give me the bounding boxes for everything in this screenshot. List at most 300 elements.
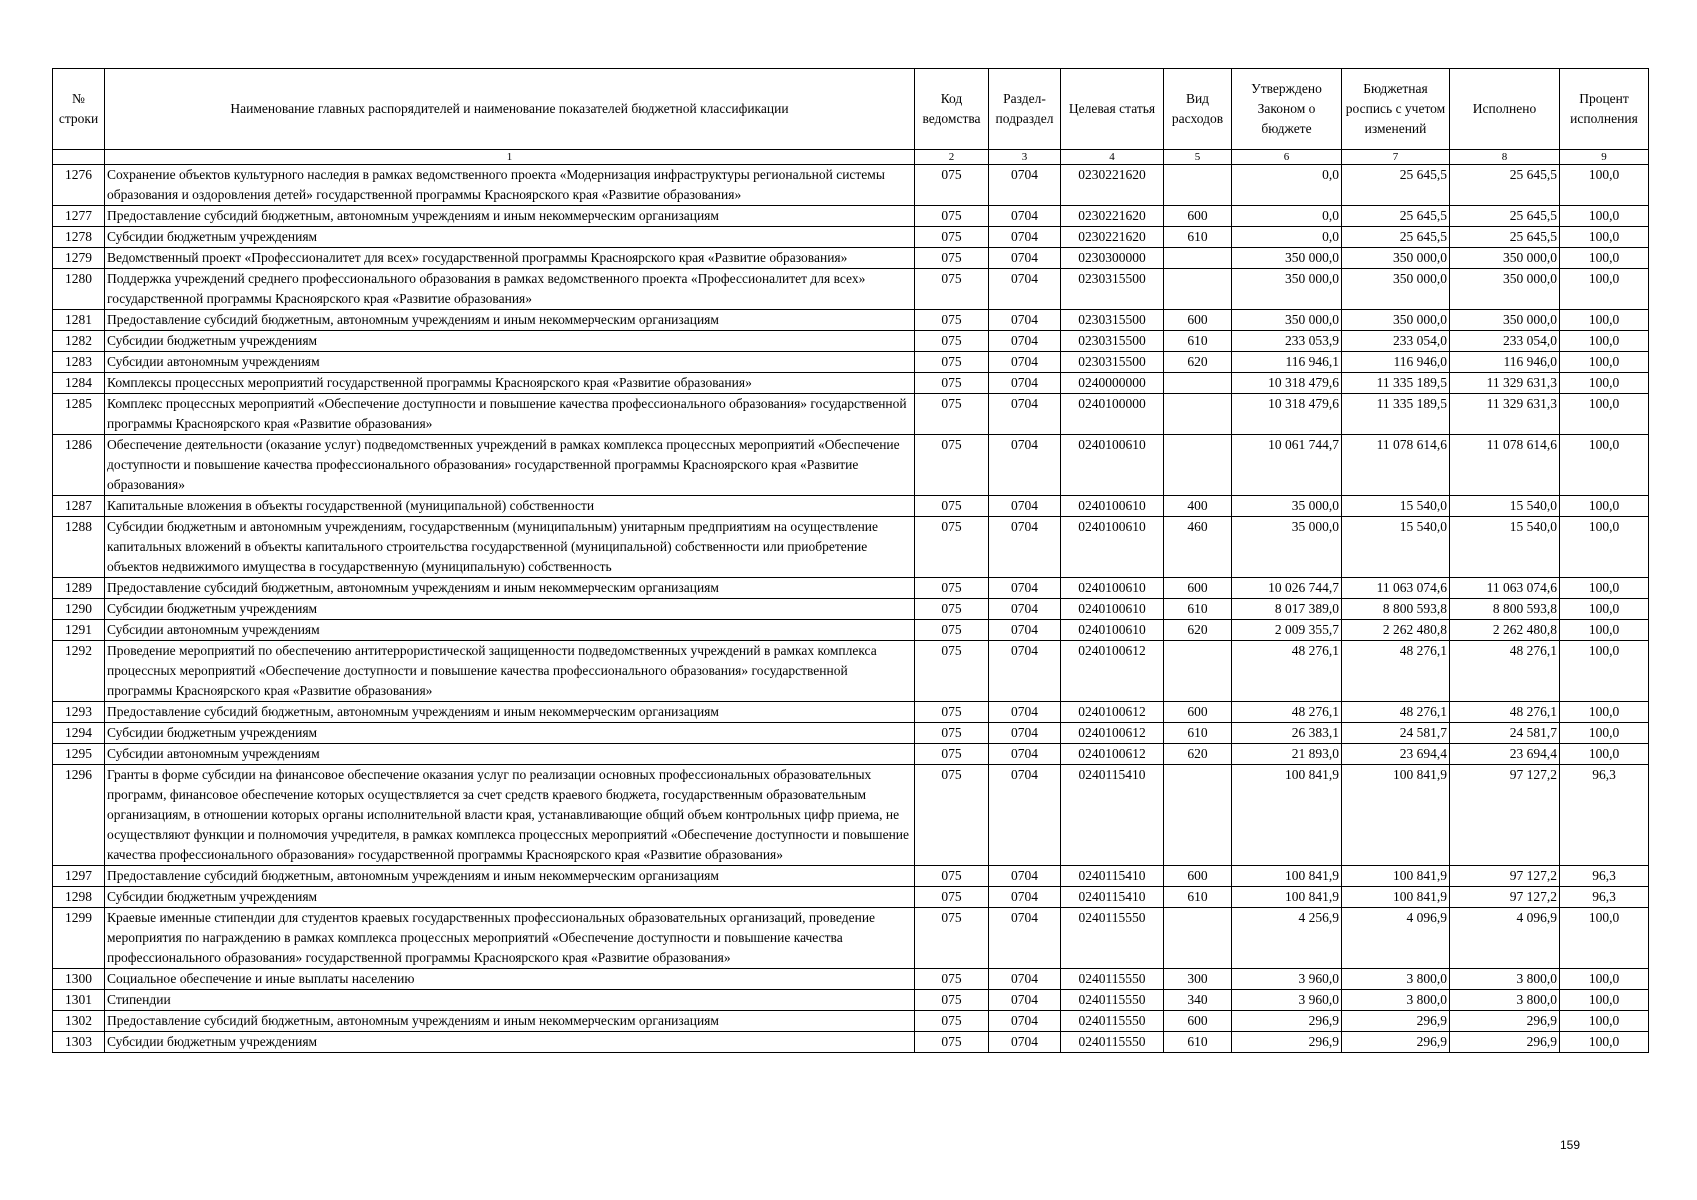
table-row (53, 908, 1649, 969)
approved-cell: 35 000,0 (1232, 496, 1342, 517)
target-article-cell: 0230221620 (1061, 227, 1164, 248)
percent-cell: 100,0 (1560, 331, 1649, 352)
approved-cell: 0,0 (1232, 206, 1342, 227)
approved-cell: 296,9 (1232, 1011, 1342, 1032)
table-row (53, 723, 1649, 744)
budget-list-cell: 11 078 614,6 (1342, 435, 1450, 496)
table-row (53, 165, 1649, 206)
table-row (53, 394, 1649, 435)
expense-type-cell (1164, 373, 1232, 394)
budget-list-cell: 296,9 (1342, 1032, 1450, 1053)
row-name-cell: Субсидии автономным учреждениям (105, 620, 915, 641)
budget-list-cell: 48 276,1 (1342, 641, 1450, 702)
row-number-cell: 1302 (53, 1011, 105, 1032)
approved-cell: 350 000,0 (1232, 310, 1342, 331)
column-number: 4 (1061, 150, 1164, 165)
dept-code-cell: 075 (915, 723, 989, 744)
target-article-cell: 0240115550 (1061, 990, 1164, 1011)
row-name-cell: Гранты в форме субсидии на финансовое обеспечение оказания услуг по реализации основных профессиональных образовательных программ, финансовое обеспечение которых осуществляется за счет средств краевого бюджета, государственным образовательным организациям, в отношении которых органы исполнительной власти края, устанавливающие общий объем контрольных цифр приема, не осуществляют функции и полномочия учредителя, в рамках комплекса процессных мероприятий «Обеспечение доступности и повышение качества профессионального образования» государственной программы Красноярского края «Развитие образования» (105, 765, 915, 866)
row-number-cell: 1291 (53, 620, 105, 641)
dept-code-cell: 075 (915, 744, 989, 765)
approved-cell: 116 946,1 (1232, 352, 1342, 373)
target-article-cell: 0240100610 (1061, 599, 1164, 620)
header-approved: Утверждено Законом о бюджете (1232, 69, 1342, 150)
header-percent: Процент исполнения (1560, 69, 1649, 150)
section-cell: 0704 (989, 641, 1061, 702)
section-cell: 0704 (989, 866, 1061, 887)
target-article-cell: 0230315500 (1061, 331, 1164, 352)
percent-cell: 100,0 (1560, 641, 1649, 702)
percent-cell: 100,0 (1560, 269, 1649, 310)
expense-type-cell (1164, 394, 1232, 435)
executed-cell: 97 127,2 (1450, 887, 1560, 908)
target-article-cell: 0240100000 (1061, 394, 1164, 435)
table-row (53, 435, 1649, 496)
row-number-cell: 1292 (53, 641, 105, 702)
target-article-cell: 0240115550 (1061, 908, 1164, 969)
header-name: Наименование главных распорядителей и наименование показателей бюджетной классификации (105, 69, 915, 150)
section-cell: 0704 (989, 331, 1061, 352)
approved-cell: 21 893,0 (1232, 744, 1342, 765)
percent-cell: 100,0 (1560, 394, 1649, 435)
expense-type-cell: 610 (1164, 1032, 1232, 1053)
row-number-cell: 1300 (53, 969, 105, 990)
row-name-cell: Субсидии бюджетным и автономным учреждениям, государственным (муниципальным) унитарным предприятиям на осуществление капитальных вложений в объекты капитального строительства государственной (муниципальной) собственности или приобретение объектов недвижимого имущества в государственную (муниципальную) собственность (105, 517, 915, 578)
expense-type-cell: 610 (1164, 227, 1232, 248)
expense-type-cell (1164, 435, 1232, 496)
expense-type-cell: 600 (1164, 1011, 1232, 1032)
budget-list-cell: 2 262 480,8 (1342, 620, 1450, 641)
section-cell: 0704 (989, 227, 1061, 248)
executed-cell: 2 262 480,8 (1450, 620, 1560, 641)
section-cell: 0704 (989, 373, 1061, 394)
row-name-cell: Субсидии автономным учреждениям (105, 352, 915, 373)
executed-cell: 11 329 631,3 (1450, 394, 1560, 435)
percent-cell: 100,0 (1560, 702, 1649, 723)
section-cell: 0704 (989, 1032, 1061, 1053)
table-row (53, 620, 1649, 641)
table-row (53, 1011, 1649, 1032)
budget-list-cell: 3 800,0 (1342, 969, 1450, 990)
row-number-cell: 1285 (53, 394, 105, 435)
percent-cell: 100,0 (1560, 578, 1649, 599)
header-row-no: № строки (53, 69, 105, 150)
target-article-cell: 0240115410 (1061, 887, 1164, 908)
percent-cell: 100,0 (1560, 620, 1649, 641)
target-article-cell: 0230221620 (1061, 165, 1164, 206)
row-name-cell: Обеспечение деятельности (оказание услуг) подведомственных учреждений в рамках комплекса процессных мероприятий «Обеспечение доступности и повышение качества профессионального образования» государственной программы Красноярского края «Развитие образования» (105, 435, 915, 496)
row-number-cell: 1297 (53, 866, 105, 887)
percent-cell: 100,0 (1560, 496, 1649, 517)
percent-cell: 100,0 (1560, 517, 1649, 578)
expense-type-cell: 600 (1164, 866, 1232, 887)
row-name-cell: Предоставление субсидий бюджетным, автономным учреждениям и иным некоммерческим организациям (105, 1011, 915, 1032)
table-row (53, 269, 1649, 310)
budget-list-cell: 23 694,4 (1342, 744, 1450, 765)
header-expense-type: Вид расходов (1164, 69, 1232, 150)
expense-type-cell: 620 (1164, 620, 1232, 641)
approved-cell: 10 318 479,6 (1232, 394, 1342, 435)
percent-cell: 100,0 (1560, 352, 1649, 373)
percent-cell: 100,0 (1560, 310, 1649, 331)
row-name-cell: Социальное обеспечение и иные выплаты населению (105, 969, 915, 990)
budget-list-cell: 100 841,9 (1342, 887, 1450, 908)
row-number-cell: 1282 (53, 331, 105, 352)
row-name-cell: Субсидии бюджетным учреждениям (105, 723, 915, 744)
executed-cell: 350 000,0 (1450, 248, 1560, 269)
dept-code-cell: 075 (915, 517, 989, 578)
dept-code-cell: 075 (915, 1032, 989, 1053)
row-name-cell: Стипендии (105, 990, 915, 1011)
target-article-cell: 0240000000 (1061, 373, 1164, 394)
table-row (53, 1032, 1649, 1053)
approved-cell: 48 276,1 (1232, 641, 1342, 702)
dept-code-cell: 075 (915, 990, 989, 1011)
row-number-cell: 1280 (53, 269, 105, 310)
executed-cell: 48 276,1 (1450, 641, 1560, 702)
percent-cell: 100,0 (1560, 744, 1649, 765)
executed-cell: 23 694,4 (1450, 744, 1560, 765)
approved-cell: 8 017 389,0 (1232, 599, 1342, 620)
budget-list-cell: 11 335 189,5 (1342, 394, 1450, 435)
row-name-cell: Комплексы процессных мероприятий государственной программы Красноярского края «Развитие образования» (105, 373, 915, 394)
percent-cell: 100,0 (1560, 373, 1649, 394)
table-row (53, 248, 1649, 269)
dept-code-cell: 075 (915, 206, 989, 227)
section-cell: 0704 (989, 969, 1061, 990)
table-row (53, 744, 1649, 765)
approved-cell: 350 000,0 (1232, 248, 1342, 269)
approved-cell: 100 841,9 (1232, 887, 1342, 908)
section-cell: 0704 (989, 310, 1061, 331)
row-name-cell: Ведомственный проект «Профессионалитет для всех» государственной программы Красноярского края «Развитие образования» (105, 248, 915, 269)
executed-cell: 25 645,5 (1450, 206, 1560, 227)
budget-list-cell: 3 800,0 (1342, 990, 1450, 1011)
approved-cell: 10 318 479,6 (1232, 373, 1342, 394)
table-row (53, 641, 1649, 702)
executed-cell: 97 127,2 (1450, 765, 1560, 866)
percent-cell: 100,0 (1560, 248, 1649, 269)
budget-list-cell: 116 946,0 (1342, 352, 1450, 373)
table-row (53, 310, 1649, 331)
dept-code-cell: 075 (915, 227, 989, 248)
target-article-cell: 0240100612 (1061, 744, 1164, 765)
executed-cell: 3 800,0 (1450, 990, 1560, 1011)
table-row (53, 517, 1649, 578)
row-number-cell: 1278 (53, 227, 105, 248)
executed-cell: 25 645,5 (1450, 227, 1560, 248)
budget-list-cell: 11 335 189,5 (1342, 373, 1450, 394)
header-executed: Исполнено (1450, 69, 1560, 150)
executed-cell: 11 329 631,3 (1450, 373, 1560, 394)
percent-cell: 100,0 (1560, 990, 1649, 1011)
expense-type-cell: 610 (1164, 887, 1232, 908)
row-name-cell: Поддержка учреждений среднего профессионального образования в рамках ведомственного проекта «Профессионалитет для всех» государственной программы Красноярского края «Развитие образования» (105, 269, 915, 310)
header-row (53, 69, 1649, 150)
column-number: 1 (105, 150, 915, 165)
approved-cell: 10 026 744,7 (1232, 578, 1342, 599)
section-cell: 0704 (989, 887, 1061, 908)
target-article-cell: 0240100612 (1061, 723, 1164, 744)
header-target-article: Целевая статья (1061, 69, 1164, 150)
table-row (53, 887, 1649, 908)
expense-type-cell: 600 (1164, 206, 1232, 227)
row-name-cell: Комплекс процессных мероприятий «Обеспечение доступности и повышение качества профессионального образования» государственной программы Красноярского края «Развитие образования» (105, 394, 915, 435)
row-number-cell: 1276 (53, 165, 105, 206)
executed-cell: 296,9 (1450, 1011, 1560, 1032)
row-name-cell: Предоставление субсидий бюджетным, автономным учреждениям и иным некоммерческим организациям (105, 578, 915, 599)
column-number: 5 (1164, 150, 1232, 165)
budget-list-cell: 11 063 074,6 (1342, 578, 1450, 599)
expense-type-cell: 600 (1164, 310, 1232, 331)
section-cell: 0704 (989, 248, 1061, 269)
target-article-cell: 0240115550 (1061, 1011, 1164, 1032)
dept-code-cell: 075 (915, 394, 989, 435)
row-name-cell: Субсидии бюджетным учреждениям (105, 331, 915, 352)
executed-cell: 15 540,0 (1450, 517, 1560, 578)
row-name-cell: Предоставление субсидий бюджетным, автономным учреждениям и иным некоммерческим организациям (105, 866, 915, 887)
percent-cell: 100,0 (1560, 1032, 1649, 1053)
executed-cell: 24 581,7 (1450, 723, 1560, 744)
row-number-cell: 1294 (53, 723, 105, 744)
budget-list-cell: 25 645,5 (1342, 165, 1450, 206)
target-article-cell: 0230315500 (1061, 352, 1164, 373)
dept-code-cell: 075 (915, 578, 989, 599)
column-number: 7 (1342, 150, 1450, 165)
dept-code-cell: 075 (915, 496, 989, 517)
budget-list-cell: 4 096,9 (1342, 908, 1450, 969)
section-cell: 0704 (989, 599, 1061, 620)
percent-cell: 96,3 (1560, 765, 1649, 866)
percent-cell: 100,0 (1560, 165, 1649, 206)
section-cell: 0704 (989, 352, 1061, 373)
dept-code-cell: 075 (915, 765, 989, 866)
approved-cell: 100 841,9 (1232, 866, 1342, 887)
table-row (53, 496, 1649, 517)
table-body (53, 165, 1649, 1053)
expense-type-cell: 610 (1164, 331, 1232, 352)
dept-code-cell: 075 (915, 887, 989, 908)
dept-code-cell: 075 (915, 352, 989, 373)
percent-cell: 100,0 (1560, 969, 1649, 990)
row-name-cell: Краевые именные стипендии для студентов краевых государственных профессиональных образовательных организаций, проведение мероприятия по награждению в рамках комплекса процессных мероприятий «Обеспечение доступности и повышение качества профессионального образования» государственной программы Красноярского края «Развитие образования» (105, 908, 915, 969)
section-cell: 0704 (989, 165, 1061, 206)
budget-list-cell: 100 841,9 (1342, 765, 1450, 866)
percent-cell: 100,0 (1560, 227, 1649, 248)
budget-list-cell: 8 800 593,8 (1342, 599, 1450, 620)
table-row (53, 990, 1649, 1011)
column-number: 2 (915, 150, 989, 165)
target-article-cell: 0230315500 (1061, 310, 1164, 331)
approved-cell: 3 960,0 (1232, 990, 1342, 1011)
row-name-cell: Предоставление субсидий бюджетным, автономным учреждениям и иным некоммерческим организациям (105, 206, 915, 227)
expense-type-cell: 300 (1164, 969, 1232, 990)
dept-code-cell: 075 (915, 435, 989, 496)
column-number-row (53, 150, 1649, 165)
percent-cell: 100,0 (1560, 435, 1649, 496)
dept-code-cell: 075 (915, 269, 989, 310)
dept-code-cell: 075 (915, 702, 989, 723)
row-number-cell: 1281 (53, 310, 105, 331)
row-name-cell: Сохранение объектов культурного наследия в рамках ведомственного проекта «Модернизация инфраструктуры региональной системы образования и оздоровления детей» государственной программы Красноярского края «Развитие образования» (105, 165, 915, 206)
expense-type-cell: 620 (1164, 744, 1232, 765)
column-number (53, 150, 105, 165)
target-article-cell: 0240115410 (1061, 765, 1164, 866)
row-number-cell: 1287 (53, 496, 105, 517)
column-number: 8 (1450, 150, 1560, 165)
row-number-cell: 1284 (53, 373, 105, 394)
target-article-cell: 0230315500 (1061, 269, 1164, 310)
budget-table (52, 68, 1649, 1053)
budget-list-cell: 233 054,0 (1342, 331, 1450, 352)
page-number: 159 (1560, 1138, 1581, 1152)
target-article-cell: 0240100610 (1061, 517, 1164, 578)
budget-list-cell: 24 581,7 (1342, 723, 1450, 744)
row-number-cell: 1296 (53, 765, 105, 866)
expense-type-cell: 600 (1164, 702, 1232, 723)
row-name-cell: Субсидии бюджетным учреждениям (105, 227, 915, 248)
percent-cell: 96,3 (1560, 887, 1649, 908)
dept-code-cell: 075 (915, 1011, 989, 1032)
section-cell: 0704 (989, 723, 1061, 744)
expense-type-cell: 600 (1164, 578, 1232, 599)
executed-cell: 11 063 074,6 (1450, 578, 1560, 599)
section-cell: 0704 (989, 990, 1061, 1011)
row-number-cell: 1290 (53, 599, 105, 620)
section-cell: 0704 (989, 908, 1061, 969)
target-article-cell: 0240115410 (1061, 866, 1164, 887)
budget-list-cell: 25 645,5 (1342, 206, 1450, 227)
target-article-cell: 0240100612 (1061, 702, 1164, 723)
percent-cell: 100,0 (1560, 908, 1649, 969)
percent-cell: 100,0 (1560, 206, 1649, 227)
expense-type-cell (1164, 269, 1232, 310)
header-budget-list: Бюджетная роспись с учетом изменений (1342, 69, 1450, 150)
row-name-cell: Субсидии автономным учреждениям (105, 744, 915, 765)
dept-code-cell: 075 (915, 331, 989, 352)
target-article-cell: 0240100610 (1061, 435, 1164, 496)
budget-list-cell: 296,9 (1342, 1011, 1450, 1032)
budget-list-cell: 15 540,0 (1342, 517, 1450, 578)
row-name-cell: Субсидии бюджетным учреждениям (105, 1032, 915, 1053)
budget-list-cell: 48 276,1 (1342, 702, 1450, 723)
section-cell: 0704 (989, 435, 1061, 496)
expense-type-cell (1164, 641, 1232, 702)
percent-cell: 100,0 (1560, 1011, 1649, 1032)
approved-cell: 350 000,0 (1232, 269, 1342, 310)
executed-cell: 4 096,9 (1450, 908, 1560, 969)
expense-type-cell: 340 (1164, 990, 1232, 1011)
executed-cell: 350 000,0 (1450, 269, 1560, 310)
budget-list-cell: 25 645,5 (1342, 227, 1450, 248)
table-row (53, 206, 1649, 227)
row-number-cell: 1289 (53, 578, 105, 599)
expense-type-cell: 460 (1164, 517, 1232, 578)
executed-cell: 11 078 614,6 (1450, 435, 1560, 496)
executed-cell: 8 800 593,8 (1450, 599, 1560, 620)
section-cell: 0704 (989, 394, 1061, 435)
executed-cell: 350 000,0 (1450, 310, 1560, 331)
row-number-cell: 1298 (53, 887, 105, 908)
approved-cell: 0,0 (1232, 165, 1342, 206)
executed-cell: 233 054,0 (1450, 331, 1560, 352)
column-number: 6 (1232, 150, 1342, 165)
row-number-cell: 1293 (53, 702, 105, 723)
row-number-cell: 1295 (53, 744, 105, 765)
expense-type-cell: 400 (1164, 496, 1232, 517)
target-article-cell: 0230221620 (1061, 206, 1164, 227)
approved-cell: 2 009 355,7 (1232, 620, 1342, 641)
expense-type-cell: 610 (1164, 599, 1232, 620)
column-number: 9 (1560, 150, 1649, 165)
target-article-cell: 0240100610 (1061, 620, 1164, 641)
executed-cell: 97 127,2 (1450, 866, 1560, 887)
expense-type-cell: 610 (1164, 723, 1232, 744)
header-dept-code: Код ведомства (915, 69, 989, 150)
executed-cell: 25 645,5 (1450, 165, 1560, 206)
expense-type-cell (1164, 908, 1232, 969)
row-number-cell: 1301 (53, 990, 105, 1011)
approved-cell: 233 053,9 (1232, 331, 1342, 352)
section-cell: 0704 (989, 744, 1061, 765)
section-cell: 0704 (989, 269, 1061, 310)
row-name-cell: Субсидии бюджетным учреждениям (105, 887, 915, 908)
expense-type-cell: 620 (1164, 352, 1232, 373)
percent-cell: 100,0 (1560, 723, 1649, 744)
executed-cell: 116 946,0 (1450, 352, 1560, 373)
approved-cell: 0,0 (1232, 227, 1342, 248)
table-row (53, 866, 1649, 887)
budget-list-cell: 350 000,0 (1342, 310, 1450, 331)
target-article-cell: 0240100610 (1061, 578, 1164, 599)
table-row (53, 765, 1649, 866)
row-number-cell: 1288 (53, 517, 105, 578)
section-cell: 0704 (989, 765, 1061, 866)
row-name-cell: Субсидии бюджетным учреждениям (105, 599, 915, 620)
dept-code-cell: 075 (915, 599, 989, 620)
dept-code-cell: 075 (915, 866, 989, 887)
table-row (53, 599, 1649, 620)
budget-list-cell: 350 000,0 (1342, 269, 1450, 310)
section-cell: 0704 (989, 517, 1061, 578)
dept-code-cell: 075 (915, 620, 989, 641)
table-row (53, 578, 1649, 599)
executed-cell: 3 800,0 (1450, 969, 1560, 990)
dept-code-cell: 075 (915, 641, 989, 702)
dept-code-cell: 075 (915, 248, 989, 269)
approved-cell: 100 841,9 (1232, 765, 1342, 866)
section-cell: 0704 (989, 702, 1061, 723)
row-name-cell: Предоставление субсидий бюджетным, автономным учреждениям и иным некоммерческим организациям (105, 702, 915, 723)
row-number-cell: 1277 (53, 206, 105, 227)
table-row (53, 969, 1649, 990)
table-row (53, 331, 1649, 352)
approved-cell: 35 000,0 (1232, 517, 1342, 578)
approved-cell: 10 061 744,7 (1232, 435, 1342, 496)
expense-type-cell (1164, 248, 1232, 269)
dept-code-cell: 075 (915, 165, 989, 206)
row-number-cell: 1286 (53, 435, 105, 496)
row-number-cell: 1279 (53, 248, 105, 269)
column-number: 3 (989, 150, 1061, 165)
section-cell: 0704 (989, 1011, 1061, 1032)
budget-list-cell: 100 841,9 (1342, 866, 1450, 887)
dept-code-cell: 075 (915, 373, 989, 394)
approved-cell: 3 960,0 (1232, 969, 1342, 990)
dept-code-cell: 075 (915, 908, 989, 969)
approved-cell: 26 383,1 (1232, 723, 1342, 744)
row-number-cell: 1303 (53, 1032, 105, 1053)
